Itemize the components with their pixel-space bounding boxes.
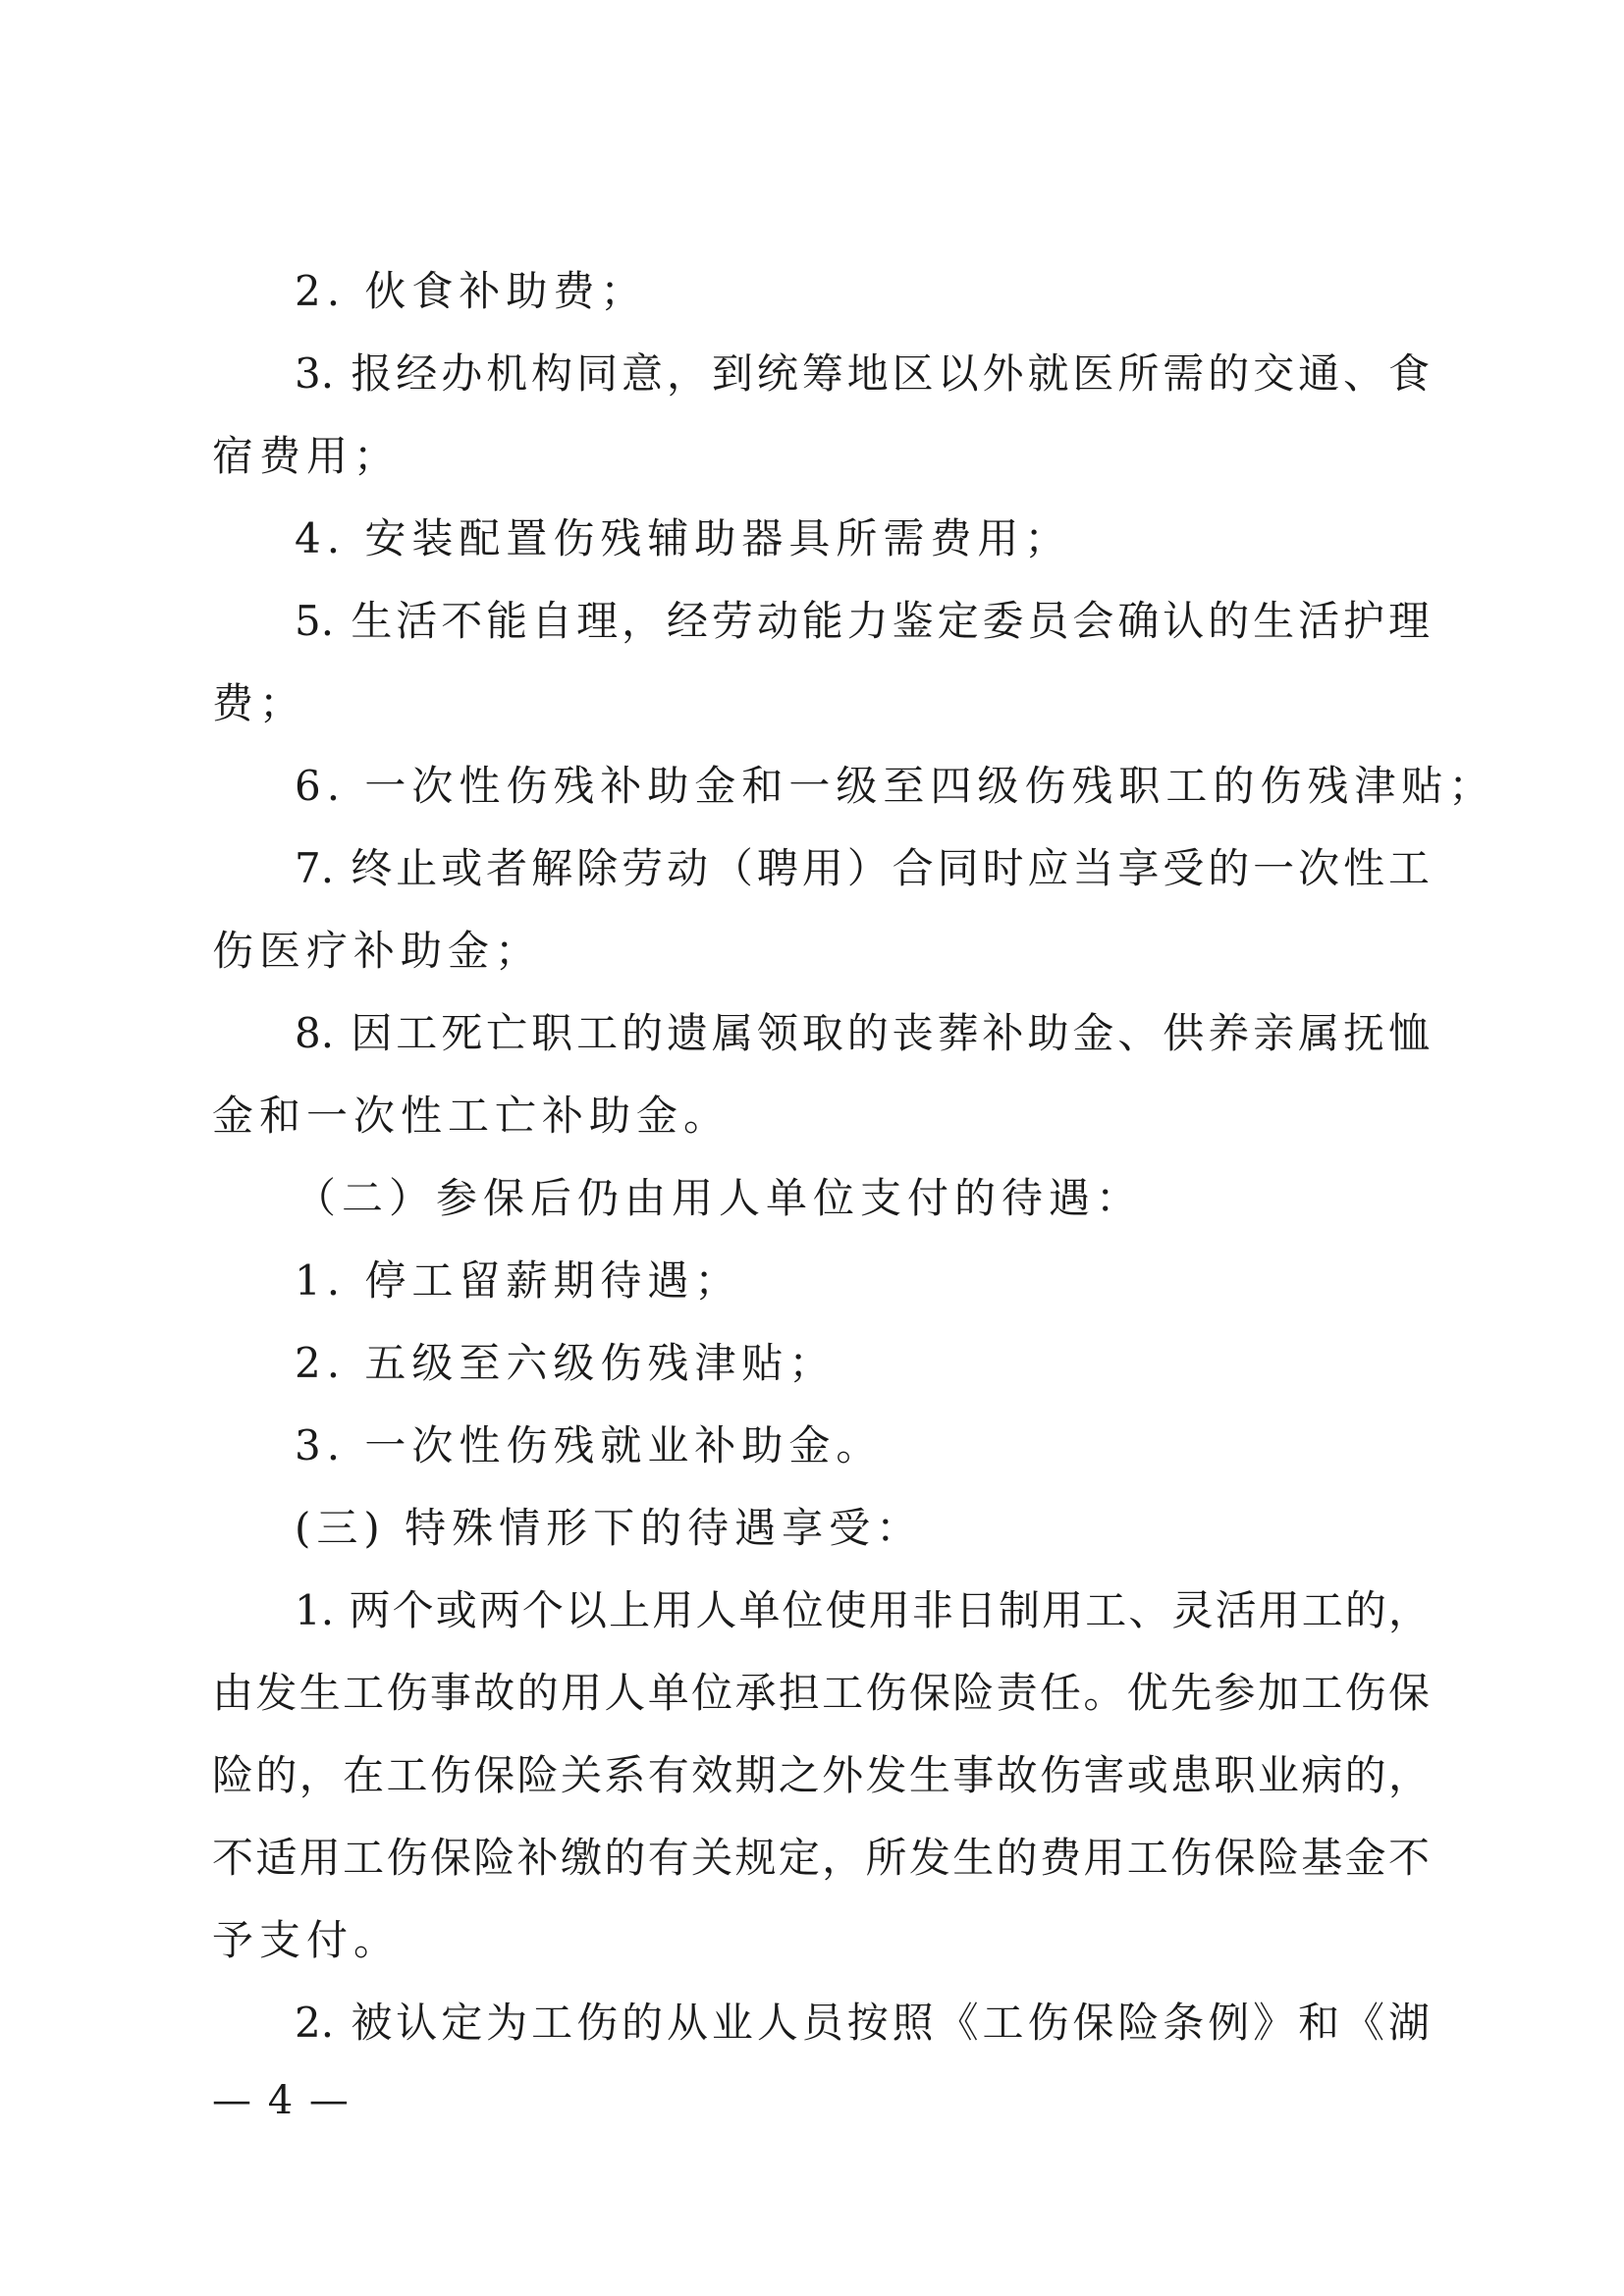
section-2-item-2: 2. 五级至六级伤残津贴；: [295, 1339, 837, 1387]
item-6-disability-subsidy: 6. 一次性伤残补助金和一级至四级伤残职工的伤残津贴；: [295, 762, 1496, 810]
section-3-item-2-line-1: 2. 被认定为工伤的从业人员按照《工伤保险条例》和《湖: [295, 1999, 1430, 2047]
section-3-item-1-line-1: 1. 两个或两个以上用人单位使用非日制用工、灵活用工的，: [295, 1586, 1430, 1634]
item-8-death-benefits: 8. 因工死亡职工的遗属领取的丧葬补助金、供养亲属抚恤: [295, 1009, 1430, 1057]
item-7-medical-subsidy-continued: 伤医疗补助金；: [212, 927, 543, 975]
section-3-item-1-line-2: 由发生工伤事故的用人单位承担工伤保险责任。优先参加工伤保: [212, 1669, 1430, 1717]
section-3-heading: (三) 特殊情形下的待遇享受：: [295, 1504, 924, 1552]
section-2-item-1: 1. 停工留薪期待遇；: [295, 1256, 742, 1305]
item-5-care-expenses: 5. 生活不能自理，经劳动能力鉴定委员会确认的生活护理: [295, 597, 1430, 645]
item-5-care-expenses-continued: 费；: [212, 679, 307, 727]
section-2-item-3: 3. 一次性伤残就业补助金。: [295, 1421, 884, 1469]
section-2-heading: （二）参保后仍由用人单位支付的待遇：: [295, 1174, 1144, 1222]
item-8-death-benefits-continued: 金和一次性工亡补助金。: [212, 1092, 731, 1140]
item-3-travel-expenses-continued: 宿费用；: [212, 432, 402, 480]
section-3-item-1-line-5: 予支付。: [212, 1916, 402, 1964]
section-3-item-1-line-3: 险的，在工伤保险关系有效期之外发生事故伤害或患职业病的，: [212, 1751, 1430, 1799]
page-number: — 4 —: [212, 2078, 351, 2123]
section-3-item-1-line-4: 不适用工伤保险补缴的有关规定，所发生的费用工伤保险基金不: [212, 1834, 1430, 1882]
item-4-assistive-devices: 4. 安装配置伤残辅助器具所需费用；: [295, 514, 1072, 562]
item-7-medical-subsidy: 7. 终止或者解除劳动（聘用）合同时应当享受的一次性工: [295, 844, 1430, 892]
item-3-travel-expenses: 3. 报经办机构同意，到统筹地区以外就医所需的交通、食: [295, 349, 1430, 398]
item-2-meal-allowance: 2. 伙食补助费；: [295, 267, 648, 315]
